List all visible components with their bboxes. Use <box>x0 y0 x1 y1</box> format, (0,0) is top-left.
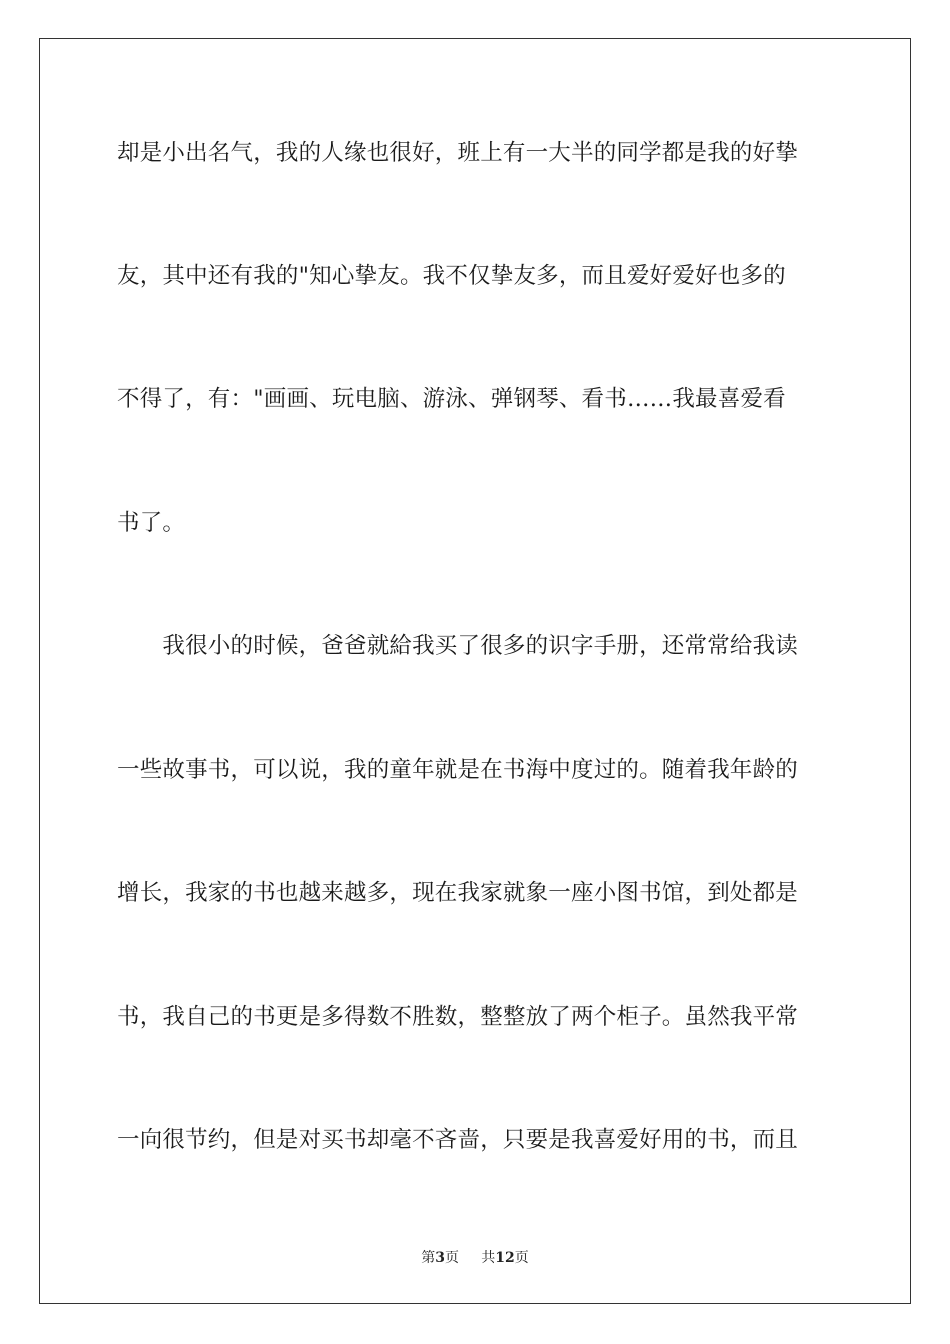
text-line: 却是小出名气，我的人缘也很好，班上有一大半的同学都是我的好挚 <box>117 140 799 166</box>
total-page-count: 12 <box>495 1250 515 1266</box>
text-line: 我很小的时候，爸爸就給我买了很多的识字手册，还常常给我读 <box>117 633 799 659</box>
text-line: 书，我自己的书更是多得数不胜数，整整放了两个柜子。虽然我平常 <box>117 1004 799 1030</box>
text-line: 一向很节约，但是对买书却毫不吝啬，只要是我喜爱好用的书，而且 <box>117 1127 799 1153</box>
total-pages-label: 共12页 <box>481 1250 529 1266</box>
text-line: 友，其中还有我的"知心挚友。我不仅挚友多，而且爱好爱好也多的 <box>117 263 786 289</box>
page-number-label: 第3页 <box>421 1250 459 1266</box>
text-line: 书了。 <box>117 510 186 536</box>
text-line: 增长，我家的书也越来越多，现在我家就象一座小图书馆，到处都是 <box>117 880 799 906</box>
page-border <box>39 38 911 1304</box>
page-footer <box>0 1247 950 1267</box>
text-line: 一些故事书，可以说，我的童年就是在书海中度过的。随着我年龄的 <box>117 757 799 783</box>
text-line: 不得了，有："画画、玩电脑、游泳、弹钢琴、看书……我最喜爱看 <box>117 386 786 412</box>
current-page-number: 3 <box>435 1250 445 1266</box>
